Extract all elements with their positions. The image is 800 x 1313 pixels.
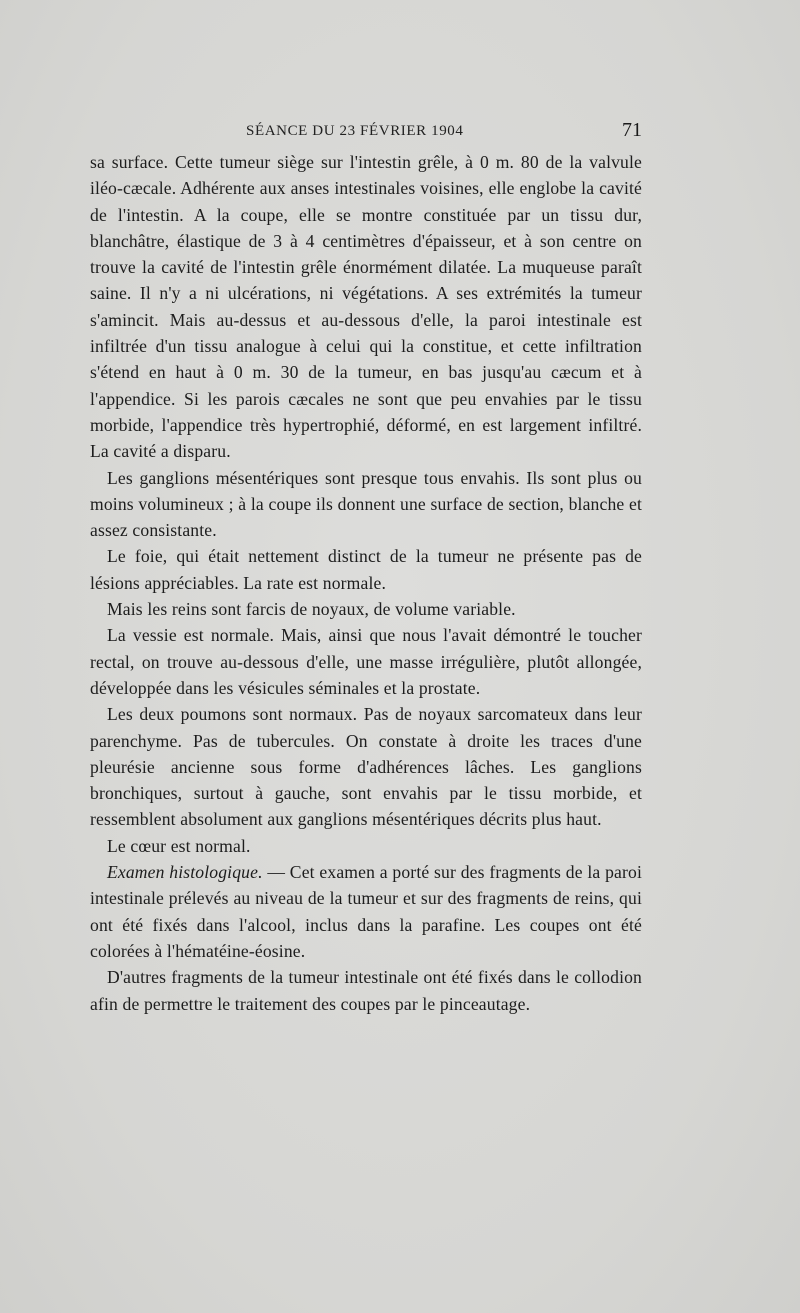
body-text [90, 149, 642, 1017]
running-head: SÉANCE DU 23 FÉVRIER 1904 [246, 123, 464, 139]
paragraph [90, 859, 642, 964]
paragraph: Le cœur est normal. [107, 835, 251, 856]
paragraph: Le foie, qui était nettement distinct de la tumeur ne présente pas de lésions appréciables. La rate est normale. [90, 546, 642, 593]
paragraph: sa surface. Cette tumeur siège sur l'intestin grêle, à 0 m. 80 de la valvule iléo-cæcale. Adhérente aux anses intestinales voisines, elle englobe la cavité de l'intestin. A la coupe, elle se montre constituée par un tissu dur, blanchâtre, élastique de 3 à 4 centimètres d'épaisseur, et à son centre on trouve la cavité de l'intestin grêle énormément dilatée. La muqueuse paraît saine. Il n'y a ni ulcérations, ni végétations. A ses extrémités la tumeur s'amincit. Mais au-dessus et au-dessous d'elle, la paroi intestinale est infiltrée d'un tissu analogue à celui qui la constitue, et cette infiltration s'étend en haut à 0 m. 30 de la tumeur, en bas jusqu'au cæcum et à l'appendice. Si les parois cæcales ne sont que peu envahies par le tissu morbide, l'appendice très hypertrophié, déformé, en est largement infiltré. La cavité a disparu. [90, 152, 642, 462]
paragraph: Mais les reins sont farcis de noyaux, de volume variable. [107, 599, 516, 620]
page-number: 71 [622, 119, 642, 141]
section-lead: Examen histologique. [107, 862, 263, 883]
paragraph: La vessie est normale. Mais, ainsi que nous l'avait démontré le toucher rectal, on trouve au-dessous d'elle, une masse irrégulière, plutôt allongée, développée dans les vésicules séminales et la prostate. [90, 625, 642, 698]
paragraph-text: — Cet examen a porté sur des fragments de la paroi intestinale prélevés au niveau de la tumeur et sur des fragments de reins, qui ont été fixés dans l'alcool, inclus dans la parafine. Les coupes ont été colorées à l'hématéine-éosine. [90, 862, 642, 961]
page-header [90, 121, 642, 147]
paragraph: Les deux poumons sont normaux. Pas de noyaux sarcomateux dans leur parenchyme. Pas de tubercules. On constate à droite les traces d'une pleurésie ancienne sous forme d'adhérences lâches. Les ganglions bronchiques, surtout à gauche, sont envahis par le tissu morbide, et ressemblent absolument aux ganglions mésentériques décrits plus haut. [90, 704, 642, 830]
paragraph: Les ganglions mésentériques sont presque tous envahis. Ils sont plus ou moins volumineux ; à la coupe ils donnent une surface de section, blanche et assez consistante. [90, 467, 642, 541]
paragraph: D'autres fragments de la tumeur intestinale ont été fixés dans le collodion afin de permettre le traitement des coupes par le pinceautage. [90, 967, 642, 1014]
